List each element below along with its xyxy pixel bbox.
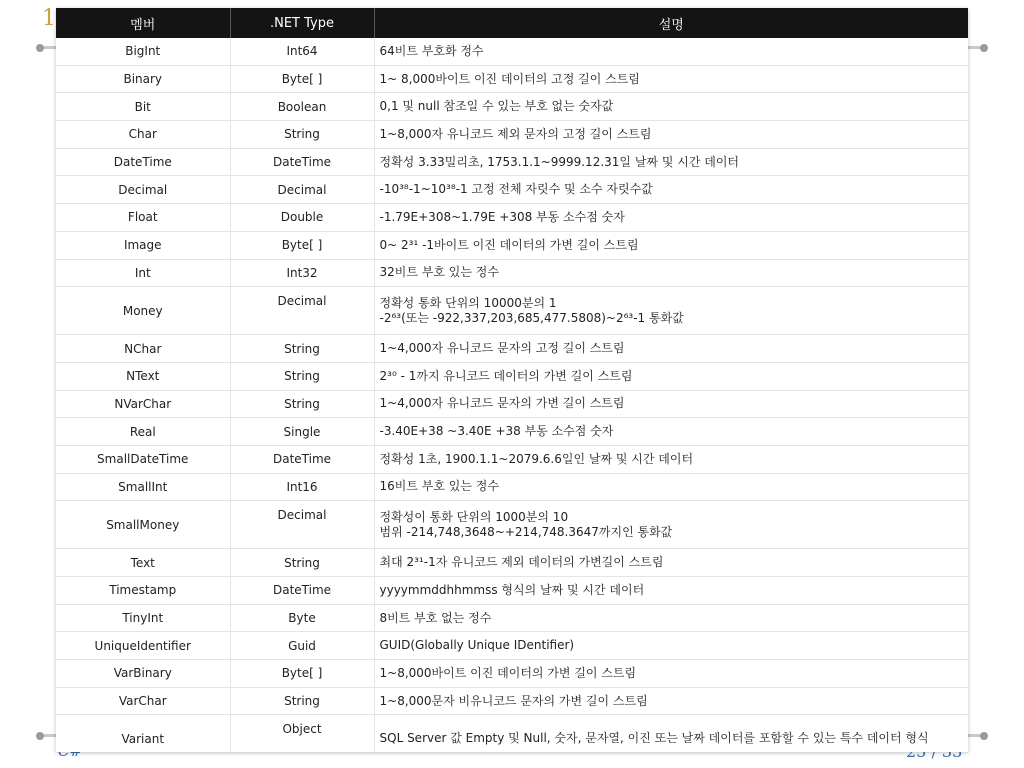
net-type-cell: Int32 (230, 259, 374, 287)
slide-top-number: 1 (42, 6, 56, 31)
net-type-cell: String (230, 549, 374, 577)
description-cell: 2³⁰ - 1까지 유니코드 데이터의 가변 길이 스트림 (374, 362, 968, 390)
description-cell: 32비트 부호 있는 정수 (374, 259, 968, 287)
type-mapping-table (56, 8, 968, 752)
description-cell: 정확성이 통화 단위의 1000분의 10 범위 -214,748,3648~+214,748.3647까지인 통화값 (374, 501, 968, 549)
member-cell: VarBinary (56, 660, 230, 688)
member-cell: Real (56, 418, 230, 446)
net-type-cell: DateTime (230, 148, 374, 176)
member-cell: Int (56, 259, 230, 287)
top-rule-cap-right (980, 44, 988, 52)
table-row (56, 632, 968, 660)
net-type-cell: Single (230, 418, 374, 446)
table-header-row (56, 8, 968, 38)
header-member: 멤버 (56, 8, 230, 38)
description-cell: 0,1 및 null 참조일 수 있는 부호 없는 숫자값 (374, 93, 968, 121)
net-type-cell: Byte[ ] (230, 231, 374, 259)
description-cell: 정확성 1초, 1900.1.1~2079.6.6일인 날짜 및 시간 데이터 (374, 445, 968, 473)
table-row (56, 362, 968, 390)
member-cell: Text (56, 549, 230, 577)
net-type-cell: String (230, 335, 374, 363)
bottom-rule-cap-right (980, 732, 988, 740)
description-cell: 1~8,000자 유니코드 제외 문자의 고정 길이 스트림 (374, 121, 968, 149)
net-type-cell: Boolean (230, 93, 374, 121)
type-mapping-table-card (56, 8, 968, 752)
description-cell: 1~8,000바이트 이진 데이터의 가변 길이 스트림 (374, 660, 968, 688)
description-cell: -10³⁸-1~10³⁸-1 고정 전체 자릿수 및 소수 자릿수값 (374, 176, 968, 204)
net-type-cell: Byte[ ] (230, 660, 374, 688)
table-row (56, 148, 968, 176)
net-type-cell: Decimal (230, 287, 374, 335)
table-row (56, 715, 968, 752)
table-row (56, 418, 968, 446)
description-cell: 정확성 통화 단위의 10000분의 1 -2⁶³(또는 -922,337,203,685,477.5808)~2⁶³-1 통화값 (374, 287, 968, 335)
description-cell: -1.79E+308~1.79E +308 부동 소수점 숫자 (374, 204, 968, 232)
member-cell: NVarChar (56, 390, 230, 418)
description-cell: 1~8,000문자 비유니코드 문자의 가변 길이 스트림 (374, 687, 968, 715)
description-cell: 1~ 8,000바이트 이진 데이터의 고정 길이 스트림 (374, 65, 968, 93)
net-type-cell: Byte[ ] (230, 65, 374, 93)
net-type-cell: String (230, 687, 374, 715)
net-type-cell: String (230, 362, 374, 390)
description-cell: 1~4,000자 유니코드 문자의 가변 길이 스트림 (374, 390, 968, 418)
member-cell: NText (56, 362, 230, 390)
table-body (56, 38, 968, 752)
table-row (56, 549, 968, 577)
description-cell: 8비트 부호 없는 정수 (374, 604, 968, 632)
table-row (56, 390, 968, 418)
member-cell: UniqueIdentifier (56, 632, 230, 660)
description-cell: SQL Server 값 Empty 및 Null, 숫자, 문자열, 이진 또는 날짜 데이터를 포함할 수 있는 특수 데이터 형식 (374, 715, 968, 752)
net-type-cell: String (230, 121, 374, 149)
member-cell: SmallMoney (56, 501, 230, 549)
table-row (56, 445, 968, 473)
description-cell: GUID(Globally Unique IDentifier) (374, 632, 968, 660)
table-row (56, 473, 968, 501)
table-row (56, 93, 968, 121)
net-type-cell: Decimal (230, 501, 374, 549)
description-cell: 최대 2³¹-1자 유니코드 제외 데이터의 가변길이 스트림 (374, 549, 968, 577)
member-cell: VarChar (56, 687, 230, 715)
net-type-cell: Object (230, 715, 374, 752)
net-type-cell: DateTime (230, 445, 374, 473)
description-cell: 64비트 부호화 정수 (374, 38, 968, 65)
member-cell: Money (56, 287, 230, 335)
net-type-cell: Int64 (230, 38, 374, 65)
table-row (56, 231, 968, 259)
member-cell: DateTime (56, 148, 230, 176)
bottom-rule-cap-left (36, 732, 44, 740)
member-cell: Timestamp (56, 577, 230, 605)
member-cell: Variant (56, 715, 230, 752)
description-cell: 1~4,000자 유니코드 문자의 고정 길이 스트림 (374, 335, 968, 363)
net-type-cell: Decimal (230, 176, 374, 204)
net-type-cell: String (230, 390, 374, 418)
net-type-cell: Guid (230, 632, 374, 660)
member-cell: BigInt (56, 38, 230, 65)
net-type-cell: Byte (230, 604, 374, 632)
description-cell: yyyymmddhhmmss 형식의 날짜 및 시간 데이터 (374, 577, 968, 605)
net-type-cell: Double (230, 204, 374, 232)
member-cell: SmallDateTime (56, 445, 230, 473)
member-cell: Image (56, 231, 230, 259)
table-row (56, 38, 968, 65)
member-cell: NChar (56, 335, 230, 363)
member-cell: Decimal (56, 176, 230, 204)
table-row (56, 501, 968, 549)
description-cell: -3.40E+38 ~3.40E +38 부동 소수점 숫자 (374, 418, 968, 446)
header-description: 설명 (374, 8, 968, 38)
member-cell: Char (56, 121, 230, 149)
top-rule-cap-left (36, 44, 44, 52)
header-net-type: .NET Type (230, 8, 374, 38)
table-row (56, 335, 968, 363)
member-cell: Binary (56, 65, 230, 93)
description-cell: 0~ 2³¹ -1바이트 이진 데이터의 가변 길이 스트림 (374, 231, 968, 259)
net-type-cell: DateTime (230, 577, 374, 605)
table-row (56, 577, 968, 605)
table-row (56, 287, 968, 335)
table-row (56, 687, 968, 715)
table-row (56, 204, 968, 232)
member-cell: Float (56, 204, 230, 232)
member-cell: Bit (56, 93, 230, 121)
table-row (56, 604, 968, 632)
net-type-cell: Int16 (230, 473, 374, 501)
table-row (56, 65, 968, 93)
table-row (56, 259, 968, 287)
table-row (56, 121, 968, 149)
table-row (56, 660, 968, 688)
member-cell: TinyInt (56, 604, 230, 632)
table-row (56, 176, 968, 204)
description-cell: 정확성 3.33밀리초, 1753.1.1~9999.12.31일 날짜 및 시간 데이터 (374, 148, 968, 176)
member-cell: SmallInt (56, 473, 230, 501)
description-cell: 16비트 부호 있는 정수 (374, 473, 968, 501)
